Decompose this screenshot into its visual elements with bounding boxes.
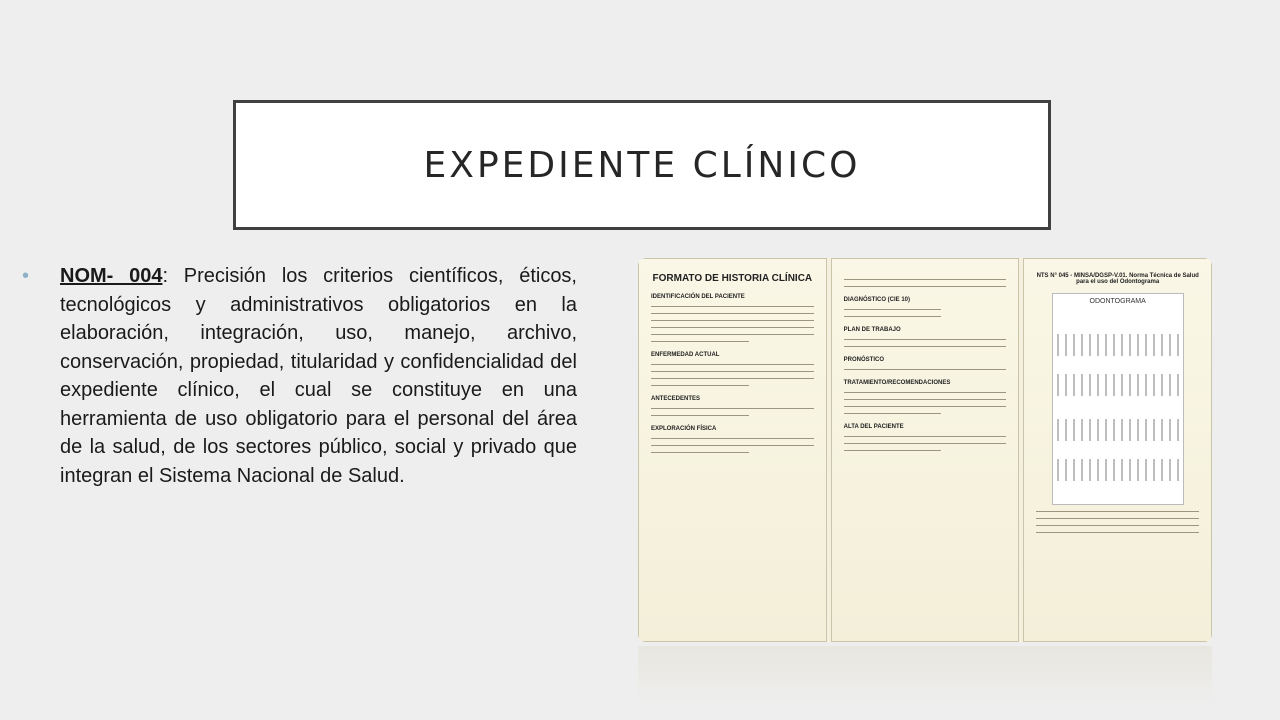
form-section-label: ALTA DEL PACIENTE	[843, 424, 904, 430]
bullet-list	[22, 262, 577, 490]
image-reflection	[638, 646, 1212, 706]
bullet-term: NOM- 004	[60, 265, 163, 287]
form-page-1	[638, 258, 827, 642]
odontogram-label: ODONTOGRAMA	[1089, 298, 1146, 305]
form-section-label: EXPLORACIÓN FÍSICA	[651, 426, 717, 432]
slide-title: EXPEDIENTE CLÍNICO	[423, 144, 861, 186]
odontogram-chart	[1052, 293, 1184, 505]
form-section-label: PRONÓSTICO	[843, 357, 885, 363]
bullet-item	[22, 262, 577, 490]
form-page-3-title: NTS N° 045 - MINSA/DGSP-V.01. Norma Técnica de Salud para el uso del Odontograma	[1036, 273, 1199, 285]
form-section-label: PLAN DE TRABAJO	[843, 327, 901, 333]
form-page-2	[831, 258, 1020, 642]
form-section-label: ANTECEDENTES	[651, 396, 701, 402]
form-page-3	[1023, 258, 1212, 642]
tooth-row	[1057, 419, 1179, 441]
tooth-row	[1057, 459, 1179, 481]
form-section-label: TRATAMIENTO/RECOMENDACIONES	[843, 380, 951, 386]
form-page-1-title: FORMATO DE HISTORIA CLÍNICA	[652, 273, 813, 284]
bullet-dot-icon: •	[22, 265, 30, 287]
form-section-label: ENFERMEDAD ACTUAL	[651, 352, 720, 358]
bullet-text: : Precisión los criterios científicos, éticos, tecnológicos y administrativos obligatorios en la elaboración, integración, uso, manejo, archivo, conservación, propiedad, titularidad y confidencialidad del expediente clínico, el cual se constituye en una herramienta de uso obligatorio para el personal del área de la salud, de los sectores público, social y privado que integran el Sistema Nacional de Salud.	[60, 265, 577, 487]
form-section-label: IDENTIFICACIÓN DEL PACIENTE	[651, 294, 745, 300]
form-section-label: DIAGNÓSTICO (CIE 10)	[843, 297, 911, 303]
tooth-row	[1057, 334, 1179, 356]
tooth-row	[1057, 374, 1179, 396]
clinical-forms-image	[638, 258, 1212, 642]
title-box	[233, 100, 1051, 230]
